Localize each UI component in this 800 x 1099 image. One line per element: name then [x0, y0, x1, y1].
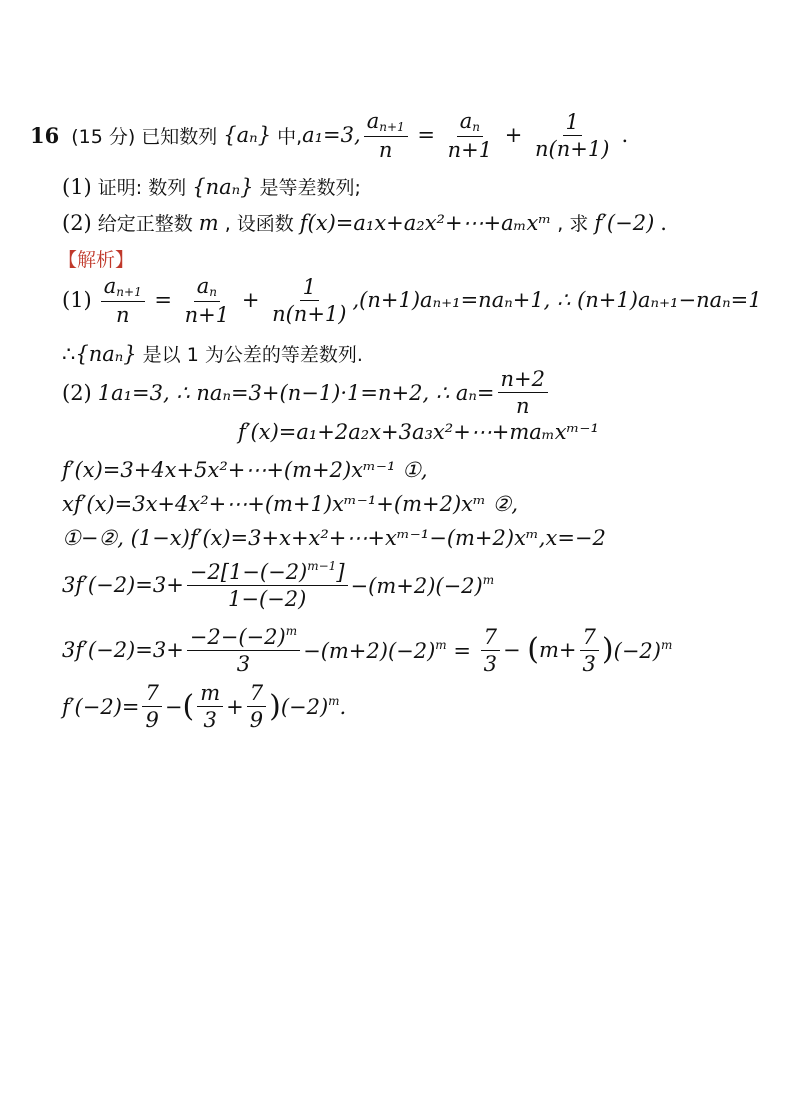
problem-intro: 已知数列 [141, 125, 218, 148]
line6-frac-1: $\frac{7}{9}$ [142, 682, 161, 731]
q1-text-end: 是等差数列; [259, 177, 361, 199]
problem-score: (15 分) [71, 125, 136, 148]
sol1-frac-lhs: $\frac{a_{n+1}}{n}$ [101, 275, 145, 326]
q2-text-3: , 求 [557, 213, 589, 235]
frac-lhs: $\frac{a_{n+1}}{n}$ [364, 110, 408, 161]
solution-line-1: f′(x)=3+4x+5x²+⋯+(m+2)xᵐ⁻¹ ①, [62, 458, 428, 482]
problem-number: 16 [30, 122, 60, 148]
solution-2 [62, 368, 551, 417]
sol1-rest: ,(n+1)aₙ₊₁=naₙ+1, ∴ (n+1)aₙ₊₁−naₙ=1 [352, 288, 762, 313]
solution-line-5: 3f′(−2)=3+ $\frac{-2-(-2)^m}{3}$ $-(m+2)(-2)^m$ = $\frac{7}{3}$ − ( m+ $\frac{7}{3}$ ) $(-2)^m$ [62, 624, 673, 677]
line4-frac: $\frac{-2[1-(-2)^{m-1}]}{1-(-2)}$ [187, 560, 348, 610]
q2-prefix: (2) [62, 210, 92, 235]
solution-line-4: 3f′(−2)=3+ $\frac{-2[1-(-2)^{m-1}]}{1-(-2)}$ $-(m+2)(-2)^m$ [62, 559, 495, 612]
solution-line-6: f′(−2)= $\frac{7}{9}$ − ( $\frac{m}{3}$ + $\frac{7}{9}$ ) $(-2)^m$. [62, 681, 347, 733]
sequence-an: {aₙ} [223, 123, 272, 148]
problem-period: . [621, 123, 629, 148]
question-2 [62, 209, 667, 236]
q1-text: 证明: 数列 [97, 177, 187, 199]
sol1b-text: 是以 1 为公差的等差数列. [142, 344, 363, 366]
sol2-frac: $\frac{n+2}{n}$ [498, 368, 548, 417]
solution-1: (1) $\frac{a_{n+1}}{n}$ = $\frac{a_n}{n+1}$ + $\frac{1}{n(n+1)}$ ,(n+1)aₙ₊₁=naₙ+1, ∴ (n+1)aₙ₊₁−naₙ=1 [62, 274, 762, 327]
q1-sequence: {naₙ} [192, 174, 254, 199]
sol1-prefix: (1) [62, 288, 92, 313]
solution-1-conclusion [62, 340, 363, 367]
line6-frac-3: $\frac{7}{9}$ [247, 682, 266, 731]
derivative-formula: f′(x)=a₁+2a₂x+3a₃x²+⋯+maₘxᵐ⁻¹ [238, 420, 599, 444]
sol1b-sequence: {naₙ} [75, 341, 137, 366]
sol1-frac-rhs-1: $\frac{a_n}{n+1}$ [184, 274, 230, 327]
q2-text-2: , 设函数 [224, 213, 294, 235]
line5-frac-2: $\frac{7}{3}$ [481, 626, 500, 675]
problem-zhong: 中, [277, 125, 303, 148]
line6-frac-2: $\frac{m}{3}$ [197, 682, 223, 731]
frac-rhs-2: $\frac{1}{n(n+1)}$ [535, 109, 610, 161]
solution-line-2: xf′(x)=3x+4x²+⋯+(m+1)xᵐ⁻¹+(m+2)xᵐ ②, [62, 492, 519, 516]
line5-frac-1: $\frac{-2-(-2)^m}{3}$ [187, 625, 300, 675]
q2-text: 给定正整数 [97, 213, 193, 235]
q2-m: m [198, 210, 219, 235]
solution-line-3: ①−②, (1−x)f′(x)=3+x+x²+⋯+xᵐ⁻¹−(m+2)xᵐ,x=−2 [62, 526, 606, 550]
initial-condition: a₁=3, [302, 123, 361, 148]
q2-period: . [660, 210, 667, 235]
problem-statement: 16 (15 分) 已知数列 {aₙ} 中, a₁=3, $\frac{a_{n+1}}{n}$ = $\frac{a_n}{n+1}$ + $\frac{1}{n(n+1)}$ . [30, 109, 629, 162]
frac-rhs-1: $\frac{a_n}{n+1}$ [447, 109, 493, 162]
q2-target: f′(−2) [594, 210, 655, 235]
therefore-symbol: ∴ [62, 341, 76, 366]
sol2-text: 1a₁=3, ∴ naₙ=3+(n−1)·1=n+2, ∴ aₙ= [97, 380, 495, 405]
sol1-frac-rhs-2: $\frac{1}{n(n+1)}$ [272, 274, 347, 326]
q1-prefix: (1) [62, 174, 92, 199]
line5-frac-3: $\frac{7}{3}$ [580, 626, 599, 675]
q2-function: f(x)=a₁x+a₂x²+⋯+aₘxᵐ [299, 210, 552, 235]
solution-label: 【解析】 [58, 249, 135, 271]
question-1 [62, 173, 361, 200]
sol2-prefix: (2) [62, 380, 92, 405]
